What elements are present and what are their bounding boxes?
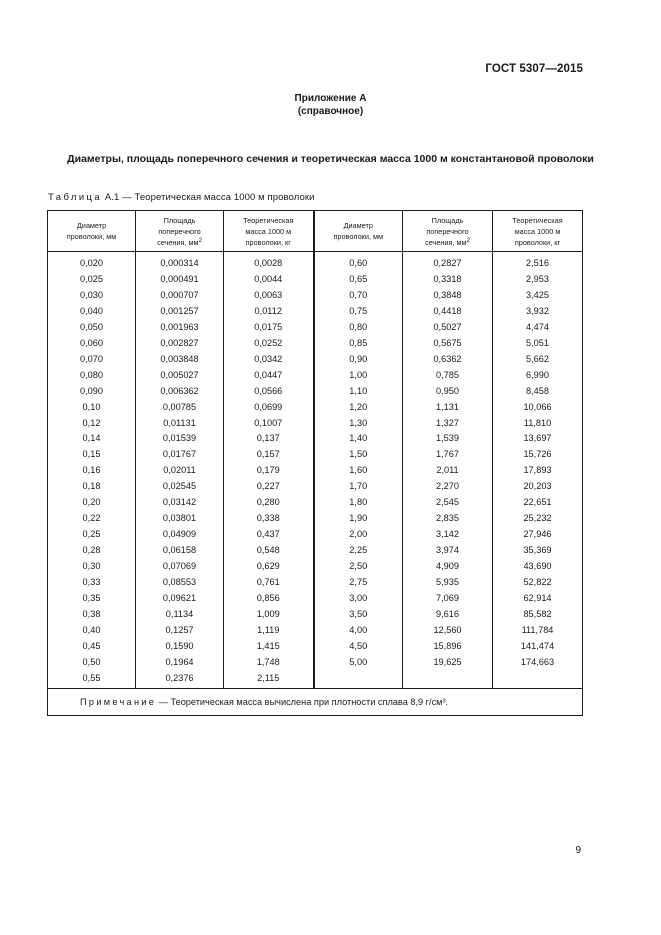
header-area — [403, 211, 493, 252]
cell-area: 0,001257 — [136, 304, 224, 320]
cell-mass: 25,232 — [493, 511, 583, 527]
header-mass — [493, 211, 583, 252]
cell-area: 0,1134 — [136, 607, 224, 623]
cell-mass: 62,914 — [493, 591, 583, 607]
table-row — [48, 671, 583, 688]
cell-area: 1,327 — [403, 416, 493, 432]
cell-diameter: 1,60 — [314, 463, 403, 479]
cell-mass: 0,0044 — [224, 272, 314, 288]
header-mass — [224, 211, 314, 252]
cell-mass: 10,066 — [493, 400, 583, 416]
cell-mass: 11,810 — [493, 416, 583, 432]
cell-mass: 2,516 — [493, 252, 583, 272]
cell-mass: 3,425 — [493, 288, 583, 304]
cell-mass: 20,203 — [493, 479, 583, 495]
cell-diameter: 0,18 — [48, 479, 136, 495]
cell-area: 0,09621 — [136, 591, 224, 607]
cell-area: 0,00785 — [136, 400, 224, 416]
cell-area: 0,01767 — [136, 447, 224, 463]
cell-diameter: 0,090 — [48, 384, 136, 400]
cell-diameter: 0,050 — [48, 320, 136, 336]
header-area-line: Площадь — [431, 215, 464, 225]
header-diameter — [48, 211, 136, 252]
cell-mass: 0,1007 — [224, 416, 314, 432]
cell-diameter: 2,75 — [314, 575, 403, 591]
cell-area: 0,02011 — [136, 463, 224, 479]
table-row — [48, 304, 583, 320]
table-caption-label: Таблица — [48, 192, 103, 203]
cell-area: 3,974 — [403, 543, 493, 559]
table-row — [48, 272, 583, 288]
header-area-line: сечения, мм — [157, 237, 199, 247]
cell-diameter: 1,50 — [314, 447, 403, 463]
cell-diameter: 0,22 — [48, 511, 136, 527]
cell-diameter: 0,025 — [48, 272, 136, 288]
cell-area: 0,03142 — [136, 495, 224, 511]
table-row — [48, 623, 583, 639]
cell-diameter: 0,90 — [314, 352, 403, 368]
cell-area: 15,896 — [403, 639, 493, 655]
table-body — [48, 252, 583, 689]
cell-diameter: 1,30 — [314, 416, 403, 432]
cell-area: 0,1964 — [136, 655, 224, 671]
cell-area: 2,011 — [403, 463, 493, 479]
cell-mass: 6,990 — [493, 368, 583, 384]
cell-diameter: 0,40 — [48, 623, 136, 639]
header-mass-line: проволоки, кг — [514, 237, 561, 247]
header-mass-line: Теоретическая — [512, 215, 563, 225]
cell-area: 0,000491 — [136, 272, 224, 288]
cell-area: 4,909 — [403, 559, 493, 575]
cell-area: 0,2376 — [136, 671, 224, 688]
cell-area: 12,560 — [403, 623, 493, 639]
table-header-row — [48, 211, 583, 252]
header-mass-line: проволоки, кг — [245, 237, 291, 247]
cell-mass: 27,946 — [493, 527, 583, 543]
cell-area: 0,000707 — [136, 288, 224, 304]
header-diameter-line: проволоки, мм — [66, 232, 117, 241]
cell-diameter: 1,10 — [314, 384, 403, 400]
cell-mass: 0,227 — [224, 479, 314, 495]
cell-area: 5,935 — [403, 575, 493, 591]
table-row — [48, 447, 583, 463]
cell-mass: 174,663 — [493, 655, 583, 671]
cell-area: 0,04909 — [136, 527, 224, 543]
cell-area: 3,142 — [403, 527, 493, 543]
cell-mass: 141,474 — [493, 639, 583, 655]
cell-mass: 0,761 — [224, 575, 314, 591]
cell-diameter: 3,50 — [314, 607, 403, 623]
table-row — [48, 416, 583, 432]
table-row — [48, 431, 583, 447]
cell-diameter: 2,25 — [314, 543, 403, 559]
cell-mass: 0,437 — [224, 527, 314, 543]
cell-area: 0,08553 — [136, 575, 224, 591]
cell-area: 9,616 — [403, 607, 493, 623]
cell-diameter: 2,00 — [314, 527, 403, 543]
cell-area: 0,000314 — [136, 252, 224, 272]
table-row — [48, 400, 583, 416]
cell-area: 0,07069 — [136, 559, 224, 575]
table-row — [48, 527, 583, 543]
cell-mass: 0,0342 — [224, 352, 314, 368]
cell-area: 0,4418 — [403, 304, 493, 320]
cell-area: 2,270 — [403, 479, 493, 495]
cell-mass: 0,629 — [224, 559, 314, 575]
cell-area: 0,3848 — [403, 288, 493, 304]
cell-mass: 0,0028 — [224, 252, 314, 272]
cell-mass: 0,0699 — [224, 400, 314, 416]
cell-mass — [493, 671, 583, 688]
cell-mass: 52,822 — [493, 575, 583, 591]
cell-mass: 0,157 — [224, 447, 314, 463]
cell-diameter: 1,00 — [314, 368, 403, 384]
page-number: 9 — [575, 845, 581, 856]
cell-mass: 0,280 — [224, 495, 314, 511]
cell-area: 0,02545 — [136, 479, 224, 495]
header-area-sup: 2 — [466, 237, 470, 244]
cell-diameter: 5,00 — [314, 655, 403, 671]
standard-code: ГОСТ 5307—2015 — [485, 63, 583, 75]
table-row — [48, 368, 583, 384]
cell-mass: 5,662 — [493, 352, 583, 368]
cell-area: 0,2827 — [403, 252, 493, 272]
page-title: Диаметры, площадь поперечного сечения и теоретическая масса 1000 м константановой проволоки — [67, 153, 594, 165]
table-row — [48, 479, 583, 495]
cell-diameter: 3,00 — [314, 591, 403, 607]
cell-diameter: 0,070 — [48, 352, 136, 368]
cell-area: 19,625 — [403, 655, 493, 671]
header-area-line: поперечного — [426, 226, 469, 236]
cell-mass: 85,582 — [493, 607, 583, 623]
cell-area: 0,950 — [403, 384, 493, 400]
header-area-sup: 2 — [198, 237, 202, 244]
cell-mass: 0,548 — [224, 543, 314, 559]
cell-area: 0,5675 — [403, 336, 493, 352]
header-area-line: сечения, мм — [425, 237, 467, 247]
cell-mass: 0,0447 — [224, 368, 314, 384]
cell-area: 0,001963 — [136, 320, 224, 336]
table-row — [48, 543, 583, 559]
cell-diameter: 0,60 — [314, 252, 403, 272]
cell-mass: 13,697 — [493, 431, 583, 447]
cell-mass: 35,369 — [493, 543, 583, 559]
cell-diameter: 1,90 — [314, 511, 403, 527]
cell-mass: 0,0063 — [224, 288, 314, 304]
cell-area: 2,545 — [403, 495, 493, 511]
table-row — [48, 607, 583, 623]
cell-diameter: 1,20 — [314, 400, 403, 416]
header-mass-line: масса 1000 м — [514, 226, 561, 236]
cell-diameter: 1,70 — [314, 479, 403, 495]
header-area-line: Площадь — [163, 215, 196, 225]
cell-diameter: 0,30 — [48, 559, 136, 575]
table-row — [48, 575, 583, 591]
cell-diameter: 0,040 — [48, 304, 136, 320]
cell-diameter: 0,060 — [48, 336, 136, 352]
cell-diameter: 0,75 — [314, 304, 403, 320]
cell-mass: 0,179 — [224, 463, 314, 479]
cell-diameter: 0,020 — [48, 252, 136, 272]
cell-mass: 8,458 — [493, 384, 583, 400]
header-diameter-line: Диаметр — [343, 221, 373, 230]
cell-area: 0,1590 — [136, 639, 224, 655]
cell-mass: 111,784 — [493, 623, 583, 639]
cell-area: 0,002827 — [136, 336, 224, 352]
cell-area: 0,785 — [403, 368, 493, 384]
cell-mass: 0,0175 — [224, 320, 314, 336]
header-area — [136, 211, 224, 252]
cell-diameter — [314, 671, 403, 688]
cell-diameter: 0,50 — [48, 655, 136, 671]
appendix-title: Приложение А — [294, 93, 367, 104]
cell-area: 0,5027 — [403, 320, 493, 336]
table-row — [48, 384, 583, 400]
cell-diameter: 0,15 — [48, 447, 136, 463]
cell-mass: 0,0112 — [224, 304, 314, 320]
cell-area: 0,6362 — [403, 352, 493, 368]
cell-diameter: 0,80 — [314, 320, 403, 336]
cell-area — [403, 671, 493, 688]
cell-area: 0,1257 — [136, 623, 224, 639]
table-row — [48, 559, 583, 575]
cell-diameter: 0,45 — [48, 639, 136, 655]
cell-diameter: 0,35 — [48, 591, 136, 607]
table-row — [48, 655, 583, 671]
header-diameter-line: проволоки, мм — [333, 232, 383, 241]
cell-diameter: 0,65 — [314, 272, 403, 288]
cell-mass: 4,474 — [493, 320, 583, 336]
cell-diameter: 0,85 — [314, 336, 403, 352]
cell-diameter: 0,14 — [48, 431, 136, 447]
table-row — [48, 252, 583, 272]
cell-diameter: 0,10 — [48, 400, 136, 416]
cell-diameter: 4,00 — [314, 623, 403, 639]
cell-area: 7,069 — [403, 591, 493, 607]
cell-diameter: 0,70 — [314, 288, 403, 304]
cell-mass: 1,748 — [224, 655, 314, 671]
cell-mass: 0,137 — [224, 431, 314, 447]
table-row — [48, 639, 583, 655]
cell-area: 0,005027 — [136, 368, 224, 384]
cell-area: 1,539 — [403, 431, 493, 447]
header-diameter — [314, 211, 403, 252]
cell-area: 0,006362 — [136, 384, 224, 400]
cell-diameter: 0,030 — [48, 288, 136, 304]
cell-mass: 0,0252 — [224, 336, 314, 352]
cell-area: 0,03801 — [136, 511, 224, 527]
table-row — [48, 336, 583, 352]
cell-diameter: 1,40 — [314, 431, 403, 447]
cell-diameter: 0,55 — [48, 671, 136, 688]
cell-mass: 3,932 — [493, 304, 583, 320]
cell-mass: 2,953 — [493, 272, 583, 288]
cell-mass: 1,415 — [224, 639, 314, 655]
cell-mass: 17,893 — [493, 463, 583, 479]
cell-mass: 22,651 — [493, 495, 583, 511]
cell-diameter: 0,16 — [48, 463, 136, 479]
cell-diameter: 0,20 — [48, 495, 136, 511]
cell-mass: 15,726 — [493, 447, 583, 463]
cell-area: 1,767 — [403, 447, 493, 463]
table-row — [48, 511, 583, 527]
appendix-heading — [0, 93, 661, 118]
header-mass-line: Теоретическая — [243, 215, 294, 225]
cell-mass: 43,690 — [493, 559, 583, 575]
cell-mass: 0,0566 — [224, 384, 314, 400]
table-note — [48, 688, 583, 715]
cell-mass: 5,051 — [493, 336, 583, 352]
cell-diameter: 0,28 — [48, 543, 136, 559]
cell-mass: 0,338 — [224, 511, 314, 527]
note-text: — Теоретическая масса вычислена при плотности сплава 8,9 г/см³. — [158, 696, 449, 707]
cell-diameter: 0,12 — [48, 416, 136, 432]
cell-diameter: 0,080 — [48, 368, 136, 384]
table-row — [48, 495, 583, 511]
cell-mass: 2,115 — [224, 671, 314, 688]
wire-mass-table — [47, 210, 583, 716]
table-caption — [48, 192, 315, 203]
cell-mass: 1,119 — [224, 623, 314, 639]
table-note-row — [48, 688, 583, 715]
cell-area: 0,01131 — [136, 416, 224, 432]
cell-area: 2,835 — [403, 511, 493, 527]
table-row — [48, 320, 583, 336]
cell-mass: 0,856 — [224, 591, 314, 607]
cell-area: 1,131 — [403, 400, 493, 416]
note-label: Примечание — [80, 696, 157, 707]
cell-area: 0,3318 — [403, 272, 493, 288]
table-caption-text: — Теоретическая масса 1000 м проволоки — [122, 192, 315, 203]
cell-diameter: 2,50 — [314, 559, 403, 575]
cell-diameter: 4,50 — [314, 639, 403, 655]
cell-area: 0,06158 — [136, 543, 224, 559]
table-row — [48, 352, 583, 368]
cell-area: 0,003848 — [136, 352, 224, 368]
table-row — [48, 591, 583, 607]
cell-mass: 1,009 — [224, 607, 314, 623]
header-diameter-line: Диаметр — [76, 221, 107, 230]
cell-diameter: 0,33 — [48, 575, 136, 591]
table-row — [48, 463, 583, 479]
cell-diameter: 0,38 — [48, 607, 136, 623]
table-row — [48, 288, 583, 304]
cell-area: 0,01539 — [136, 431, 224, 447]
cell-diameter: 1,80 — [314, 495, 403, 511]
cell-diameter: 0,25 — [48, 527, 136, 543]
appendix-subtitle: (справочное) — [297, 105, 364, 117]
table-caption-number: А.1 — [104, 192, 120, 203]
header-area-line: поперечного — [158, 226, 201, 236]
header-mass-line: масса 1000 м — [245, 226, 292, 236]
